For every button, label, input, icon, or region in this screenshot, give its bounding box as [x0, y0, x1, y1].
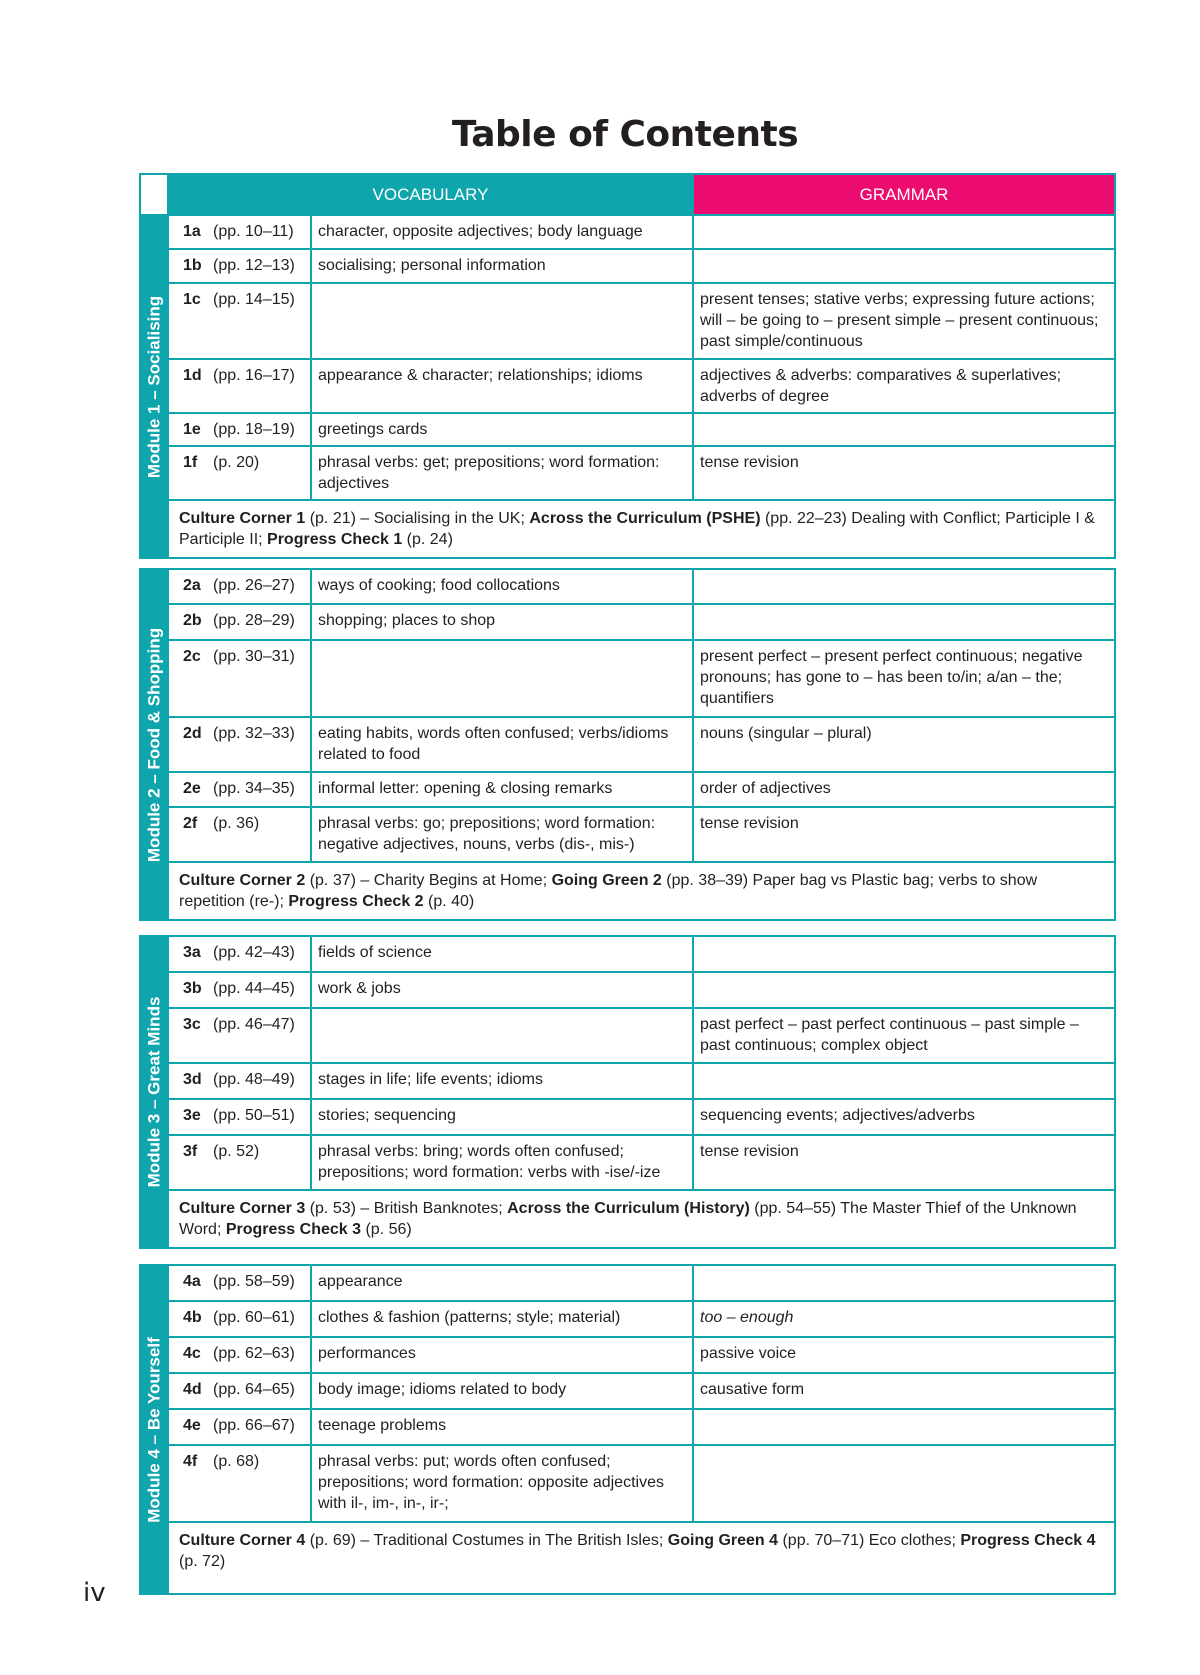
module-label: Module 4 – Be Yourself [144, 1336, 164, 1523]
grammar-cell [693, 604, 1115, 640]
module-footer: Culture Corner 4 (p. 69) – Traditional Costumes in The British Isles; Going Green 4 (pp. 70–71) Eco clothes; Progress Check 4 (p. 72) [168, 1522, 1115, 1594]
column-headers [139, 173, 1116, 216]
header-corner [140, 174, 168, 215]
lesson-cell: 2f (p. 36) [168, 807, 311, 862]
grammar-cell: causative form [693, 1373, 1115, 1409]
vocab-cell: phrasal verbs: bring; words often confused; prepositions; word formation: verbs with -ise/-ize [311, 1135, 693, 1190]
vocabulary-header: VOCABULARY [168, 174, 693, 215]
lesson-cell: 2a (pp. 26–27) [168, 569, 311, 604]
module-footer: Culture Corner 1 (p. 21) – Socialising in the UK; Across the Curriculum (PSHE) (pp. 22–23) Dealing with Conflict; Participle I & Participle II; Progress Check 1 (p. 24) [168, 500, 1115, 558]
lesson-cell: 4b (pp. 60–61) [168, 1301, 311, 1337]
vocab-cell: teenage problems [311, 1409, 693, 1445]
vocab-cell: clothes & fashion (patterns; style; material) [311, 1301, 693, 1337]
vocab-cell: socialising; personal information [311, 249, 693, 283]
vocab-cell [311, 283, 693, 359]
grammar-cell: tense revision [693, 446, 1115, 500]
lesson-cell: 4f (p. 68) [168, 1445, 311, 1522]
module-label: Module 3 – Great Minds [144, 996, 164, 1188]
lesson-cell: 3a (pp. 42–43) [168, 936, 311, 972]
module-label: Module 2 – Food & Shopping [144, 627, 164, 862]
module-label-bar [140, 1265, 168, 1594]
grammar-cell: tense revision [693, 1135, 1115, 1190]
vocab-cell: body image; idioms related to body [311, 1373, 693, 1409]
module-label-bar [140, 936, 168, 1248]
grammar-cell: sequencing events; adjectives/adverbs [693, 1099, 1115, 1135]
grammar-cell: too – enough [693, 1301, 1115, 1337]
grammar-cell: adjectives & adverbs: comparatives & superlatives; adverbs of degree [693, 359, 1115, 413]
vocab-cell: stories; sequencing [311, 1099, 693, 1135]
grammar-cell [693, 1265, 1115, 1301]
lesson-cell: 3d (pp. 48–49) [168, 1063, 311, 1099]
vocab-cell [311, 1008, 693, 1063]
vocab-cell: appearance & character; relationships; idioms [311, 359, 693, 413]
lesson-cell: 1b (pp. 12–13) [168, 249, 311, 283]
vocab-cell: appearance [311, 1265, 693, 1301]
lesson-cell: 4a (pp. 58–59) [168, 1265, 311, 1301]
grammar-cell: tense revision [693, 807, 1115, 862]
grammar-header: GRAMMAR [693, 174, 1115, 215]
vocab-cell [311, 640, 693, 717]
lesson-cell: 1f (p. 20) [168, 446, 311, 500]
lesson-cell: 2b (pp. 28–29) [168, 604, 311, 640]
lesson-cell: 1e (pp. 18–19) [168, 413, 311, 446]
vocab-cell: work & jobs [311, 972, 693, 1008]
grammar-cell: present tenses; stative verbs; expressing future actions; will – be going to – present simple – present continuous; past simple/continuous [693, 283, 1115, 359]
lesson-cell: 3b (pp. 44–45) [168, 972, 311, 1008]
grammar-cell [693, 1445, 1115, 1522]
lesson-cell: 3e (pp. 50–51) [168, 1099, 311, 1135]
grammar-cell: nouns (singular – plural) [693, 717, 1115, 772]
lesson-cell: 4e (pp. 66–67) [168, 1409, 311, 1445]
module-footer: Culture Corner 2 (p. 37) – Charity Begins at Home; Going Green 2 (pp. 38–39) Paper bag vs Plastic bag; verbs to show repetition (re-); Progress Check 2 (p. 40) [168, 862, 1115, 920]
lesson-cell: 2c (pp. 30–31) [168, 640, 311, 717]
grammar-cell: passive voice [693, 1337, 1115, 1373]
grammar-cell [693, 1409, 1115, 1445]
lesson-cell: 3c (pp. 46–47) [168, 1008, 311, 1063]
page-number: iv [83, 1578, 106, 1608]
vocab-cell: phrasal verbs: put; words often confused; prepositions; word formation: opposite adjectives with il-, im-, in-, ir-; [311, 1445, 693, 1522]
vocab-cell: eating habits, words often confused; verbs/idioms related to food [311, 717, 693, 772]
vocab-cell: character, opposite adjectives; body language [311, 215, 693, 249]
lesson-cell: 4c (pp. 62–63) [168, 1337, 311, 1373]
module-1 [139, 214, 1116, 552]
page-title: Table of Contents [451, 114, 799, 155]
module-4 [139, 1264, 1116, 1595]
grammar-cell [693, 249, 1115, 283]
grammar-cell [693, 569, 1115, 604]
vocab-cell: ways of cooking; food collocations [311, 569, 693, 604]
grammar-cell: past perfect – past perfect continuous – past simple – past continuous; complex object [693, 1008, 1115, 1063]
module-2 [139, 568, 1116, 918]
module-label-bar [140, 215, 168, 558]
vocab-cell: phrasal verbs: go; prepositions; word formation: negative adjectives, nouns, verbs (dis-, mis-) [311, 807, 693, 862]
grammar-cell [693, 413, 1115, 446]
lesson-cell: 2e (pp. 34–35) [168, 772, 311, 807]
module-footer: Culture Corner 3 (p. 53) – British Banknotes; Across the Curriculum (History) (pp. 54–55) The Master Thief of the Unknown Word; Progress Check 3 (p. 56) [168, 1190, 1115, 1248]
module-3 [139, 935, 1116, 1247]
grammar-cell [693, 972, 1115, 1008]
vocab-cell: fields of science [311, 936, 693, 972]
lesson-cell: 1c (pp. 14–15) [168, 283, 311, 359]
grammar-cell [693, 936, 1115, 972]
lesson-cell: 3f (p. 52) [168, 1135, 311, 1190]
grammar-cell [693, 1063, 1115, 1099]
vocab-cell: informal letter: opening & closing remarks [311, 772, 693, 807]
vocab-cell: stages in life; life events; idioms [311, 1063, 693, 1099]
lesson-cell: 4d (pp. 64–65) [168, 1373, 311, 1409]
vocab-cell: phrasal verbs: get; prepositions; word formation: adjectives [311, 446, 693, 500]
grammar-cell: present perfect – present perfect continuous; negative pronouns; has gone to – has been to/in; a/an – the; quantifiers [693, 640, 1115, 717]
vocab-cell: performances [311, 1337, 693, 1373]
grammar-cell [693, 215, 1115, 249]
grammar-cell: order of adjectives [693, 772, 1115, 807]
module-label: Module 1 – Socialising [144, 295, 164, 478]
vocab-cell: greetings cards [311, 413, 693, 446]
lesson-cell: 2d (pp. 32–33) [168, 717, 311, 772]
lesson-cell: 1a (pp. 10–11) [168, 215, 311, 249]
vocab-cell: shopping; places to shop [311, 604, 693, 640]
module-label-bar [140, 569, 168, 920]
lesson-cell: 1d (pp. 16–17) [168, 359, 311, 413]
